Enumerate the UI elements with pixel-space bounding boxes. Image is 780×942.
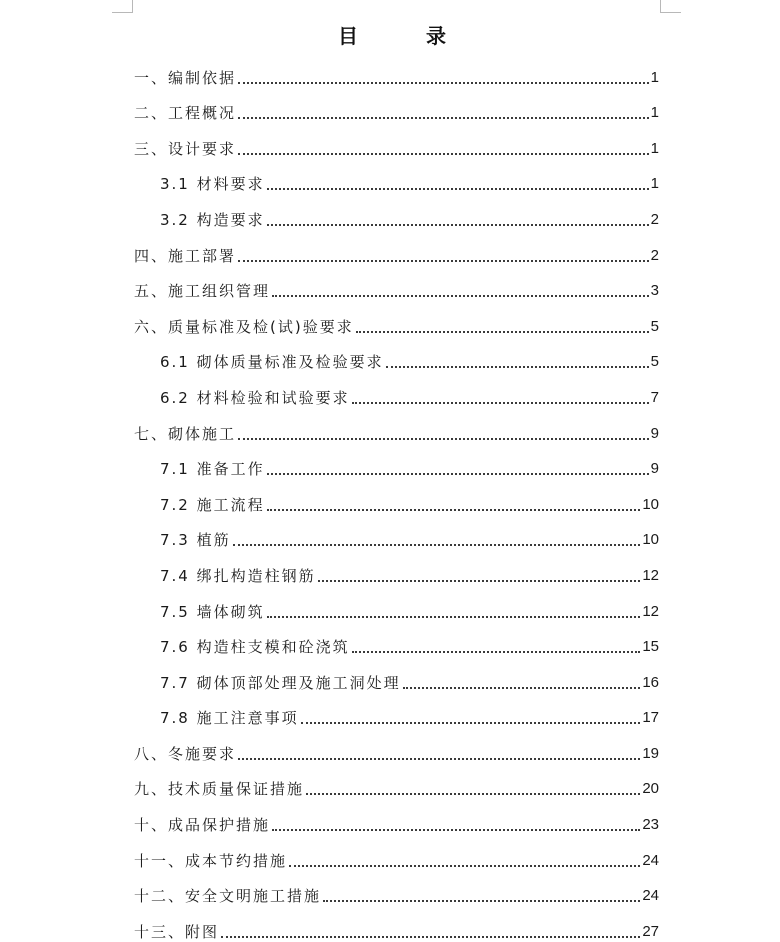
toc-entry-label[interactable]: 五、施工组织管理 — [134, 282, 271, 301]
toc-entry[interactable] — [134, 372, 659, 408]
toc-dot-leader — [267, 472, 649, 475]
toc-entry-label[interactable]: 二、工程概况 — [134, 104, 237, 123]
toc-entry-page-number[interactable]: 5 — [650, 353, 659, 371]
toc-dot-leader — [403, 686, 641, 689]
toc-dot-leader — [352, 650, 641, 653]
toc-dot-leader — [238, 152, 649, 155]
toc-dot-leader — [238, 757, 640, 760]
page-margin-corner-mark-right — [660, 0, 681, 13]
toc-entry-page-number[interactable]: 24 — [642, 887, 659, 905]
toc-entry[interactable] — [134, 693, 659, 729]
toc-entry[interactable] — [134, 337, 659, 373]
toc-entry-page-number[interactable]: 2 — [650, 246, 659, 264]
toc-entry[interactable] — [134, 266, 659, 302]
toc-entry[interactable] — [134, 230, 659, 266]
toc-entry[interactable] — [134, 301, 659, 337]
toc-entry-label[interactable]: 7.7 砌体顶部处理及施工洞处理 — [160, 673, 401, 692]
toc-entry-label[interactable]: 7.5 墙体砌筑 — [160, 602, 265, 621]
toc-entry-label[interactable]: 6.2 材料检验和试验要求 — [160, 388, 350, 407]
toc-entry-page-number[interactable]: 20 — [642, 780, 659, 798]
toc-entry[interactable] — [134, 159, 659, 195]
toc-entry-page-number[interactable]: 23 — [642, 816, 659, 834]
toc-entry-page-number[interactable]: 1 — [650, 68, 659, 86]
toc-dot-leader — [323, 899, 640, 902]
toc-entry-page-number[interactable]: 12 — [642, 602, 659, 620]
toc-entry-label[interactable]: 7.6 构造柱支模和砼浇筑 — [160, 638, 350, 657]
toc-entry-page-number[interactable]: 15 — [642, 638, 659, 656]
toc-entry-page-number[interactable]: 7 — [650, 388, 659, 406]
toc-entry-label[interactable]: 7.8 施工注意事项 — [160, 709, 299, 728]
toc-entry-label[interactable]: 7.4 绑扎构造柱钢筋 — [160, 566, 316, 585]
toc-dot-leader — [238, 437, 649, 440]
toc-entry[interactable] — [134, 479, 659, 515]
toc-entry-page-number[interactable]: 19 — [642, 744, 659, 762]
toc-dot-leader — [267, 187, 649, 190]
toc-dot-leader — [306, 792, 640, 795]
toc-entry-page-number[interactable]: 17 — [642, 709, 659, 727]
toc-entry[interactable] — [134, 550, 659, 586]
toc-entry-label[interactable]: 十一、成本节约措施 — [134, 851, 288, 870]
toc-entry-label[interactable]: 7.1 准备工作 — [160, 460, 265, 479]
toc-entry[interactable] — [134, 123, 659, 159]
toc-dot-leader — [301, 721, 641, 724]
toc-entry-label[interactable]: 七、砌体施工 — [134, 424, 237, 443]
toc-entry[interactable] — [134, 835, 659, 871]
toc-dot-leader — [289, 864, 640, 867]
toc-entry-page-number[interactable]: 10 — [642, 531, 659, 549]
toc-entry-label[interactable]: 八、冬施要求 — [134, 744, 237, 763]
toc-entry-page-number[interactable]: 12 — [642, 566, 659, 584]
toc-entry-label[interactable]: 3.1 材料要求 — [160, 175, 265, 194]
toc-entry-page-number[interactable]: 9 — [650, 460, 659, 478]
toc-entry-label[interactable]: 十三、附图 — [134, 922, 220, 941]
toc-dot-leader — [267, 223, 649, 226]
toc-entry[interactable] — [134, 622, 659, 658]
toc-entry[interactable] — [134, 408, 659, 444]
toc-entry[interactable] — [134, 586, 659, 622]
toc-entry[interactable] — [134, 799, 659, 835]
toc-entry-label[interactable]: 九、技术质量保证措施 — [134, 780, 305, 799]
toc-entry-page-number[interactable]: 27 — [642, 922, 659, 940]
toc-entry[interactable] — [134, 657, 659, 693]
table-of-contents — [134, 52, 659, 942]
toc-entry[interactable] — [134, 764, 659, 800]
toc-entry-page-number[interactable]: 24 — [642, 851, 659, 869]
toc-entry-page-number[interactable]: 5 — [650, 317, 659, 335]
toc-dot-leader — [238, 116, 649, 119]
page-margin-corner-mark-left — [112, 0, 133, 13]
toc-entry[interactable] — [134, 871, 659, 907]
toc-entry-label[interactable]: 十、成品保护措施 — [134, 816, 271, 835]
toc-dot-leader — [386, 365, 649, 368]
toc-entry-label[interactable]: 3.2 构造要求 — [160, 210, 265, 229]
toc-entry-page-number[interactable]: 1 — [650, 104, 659, 122]
toc-entry-label[interactable]: 十二、安全文明施工措施 — [134, 887, 322, 906]
toc-dot-leader — [238, 81, 649, 84]
toc-dot-leader — [267, 508, 641, 511]
toc-entry[interactable] — [134, 444, 659, 480]
toc-entry-label[interactable]: 7.2 施工流程 — [160, 495, 265, 514]
toc-dot-leader — [221, 935, 640, 938]
toc-entry-page-number[interactable]: 16 — [642, 673, 659, 691]
toc-entry-page-number[interactable]: 9 — [650, 424, 659, 442]
toc-entry-label[interactable]: 六、质量标准及检(试)验要求 — [134, 317, 354, 336]
toc-entry-label[interactable]: 一、编制依据 — [134, 68, 237, 87]
toc-entry[interactable] — [134, 515, 659, 551]
toc-entry-label[interactable]: 四、施工部署 — [134, 246, 237, 265]
toc-dot-leader — [233, 543, 641, 546]
toc-entry-page-number[interactable]: 2 — [650, 210, 659, 228]
toc-entry[interactable] — [134, 728, 659, 764]
toc-dot-leader — [272, 294, 649, 297]
toc-entry-page-number[interactable]: 10 — [642, 495, 659, 513]
toc-entry-label[interactable]: 6.1 砌体质量标准及检验要求 — [160, 353, 384, 372]
toc-entry[interactable] — [134, 906, 659, 942]
toc-dot-leader — [272, 828, 640, 831]
toc-dot-leader — [352, 401, 649, 404]
toc-dot-leader — [267, 615, 641, 618]
toc-entry-page-number[interactable]: 3 — [650, 282, 659, 300]
toc-entry-page-number[interactable]: 1 — [650, 175, 659, 193]
toc-entry[interactable] — [134, 194, 659, 230]
toc-entry-label[interactable]: 7.3 植筋 — [160, 531, 231, 550]
toc-entry-label[interactable]: 三、设计要求 — [134, 139, 237, 158]
toc-dot-leader — [318, 579, 641, 582]
toc-entry[interactable] — [134, 88, 659, 124]
toc-entry[interactable] — [134, 52, 659, 88]
toc-dot-leader — [238, 259, 649, 262]
toc-title: 目 录 — [338, 24, 470, 48]
toc-dot-leader — [356, 330, 649, 333]
toc-entry-page-number[interactable]: 1 — [650, 139, 659, 157]
